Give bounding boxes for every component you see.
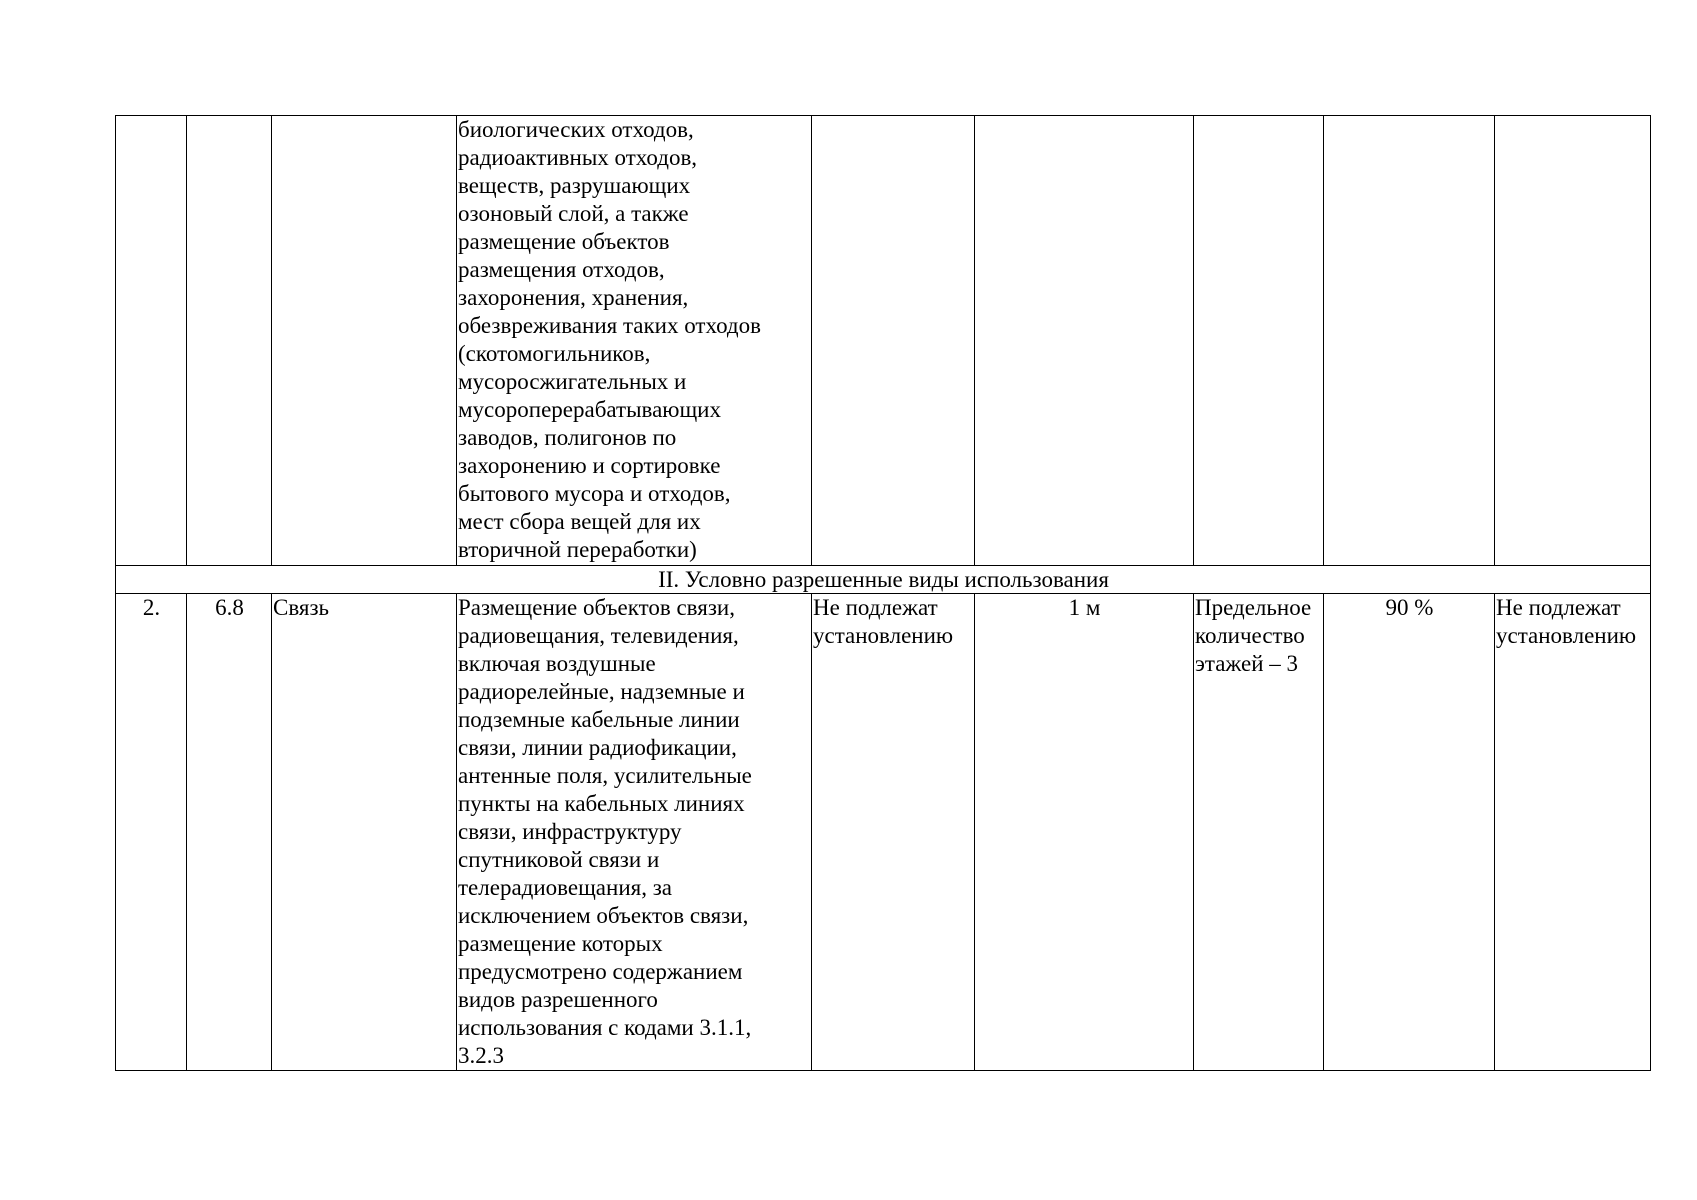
section-header-row	[116, 566, 1651, 594]
cell-col9	[1495, 116, 1651, 566]
cell-col7	[1194, 116, 1324, 566]
cell-col6: 1 м	[975, 594, 1194, 1071]
cell-col8: 90 %	[1324, 594, 1495, 1071]
table-row-continuation	[116, 116, 1651, 566]
cell-description: Размещение объектов связи, радиовещания, телевидения, включая воздушные радиорелейные, надземные и подземные кабельные линии связи, линии радиофикации, антенные поля, усилительные пункты на кабельных линиях связи, инфраструктуру спутниковой связи и телерадиовещания, за исключением объектов связи, размещение которых предусмотрено содержанием видов разрешенного использования с кодами 3.1.1, 3.2.3	[457, 594, 812, 1071]
cell-code	[187, 116, 272, 566]
cell-col5: Не подлежат установлению	[812, 594, 975, 1071]
land-use-table	[115, 115, 1651, 1071]
cell-name: Связь	[272, 594, 457, 1071]
cell-col8	[1324, 116, 1495, 566]
cell-col9: Не подлежат установлению	[1495, 594, 1651, 1071]
cell-name	[272, 116, 457, 566]
cell-col6	[975, 116, 1194, 566]
cell-code: 6.8	[187, 594, 272, 1071]
cell-description: биологических отходов, радиоактивных отходов, веществ, разрушающих озоновый слой, а также размещение объектов размещения отходов, захоронения, хранения, обезвреживания таких отходов (скотомогильников, мусоросжигательных и мусороперерабатывающих заводов, полигонов по захоронению и сортировке бытового мусора и отходов, мест сбора вещей для их вторичной переработки)	[457, 116, 812, 566]
section-header: II. Условно разрешенные виды использования	[116, 566, 1651, 594]
cell-col7: Предельное количество этажей – 3	[1194, 594, 1324, 1071]
cell-col5	[812, 116, 975, 566]
cell-number	[116, 116, 187, 566]
table-row	[116, 594, 1651, 1071]
cell-number: 2.	[116, 594, 187, 1071]
